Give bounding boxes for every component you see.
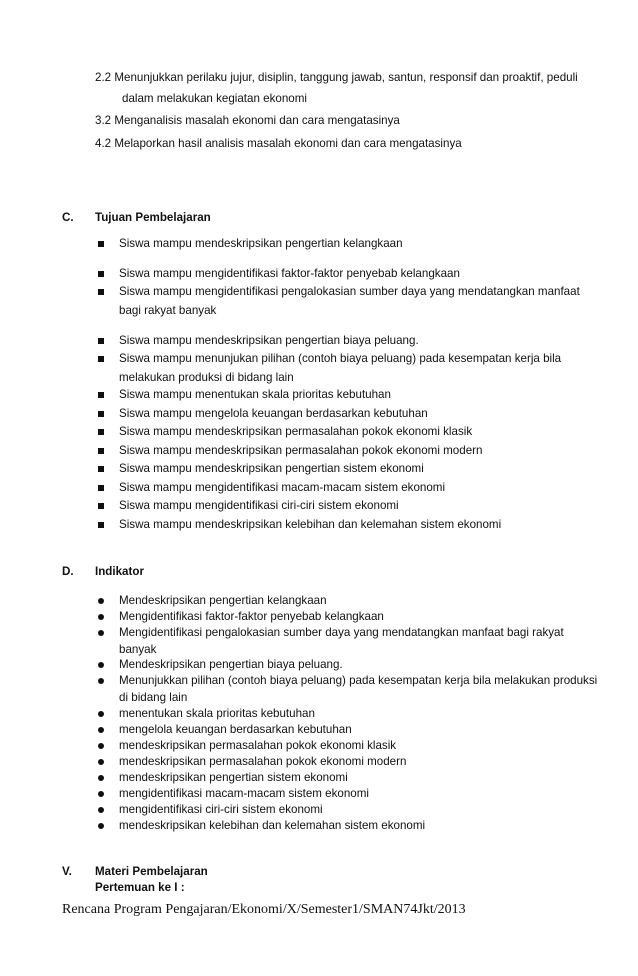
indicator-item: mendeskripsikan kelebihan dan kelemahan sistem ekonomi	[119, 819, 426, 832]
section-d-title: Indikator	[95, 565, 144, 578]
objective-item: Siswa mampu mendeskripsikan permasalahan pokok ekonomi klasik	[119, 425, 473, 438]
competency-3-2: 3.2 Menganalisis masalah ekonomi dan cara mengatasinya	[95, 114, 400, 127]
round-bullet-icon	[98, 791, 104, 797]
round-bullet-icon	[98, 743, 104, 749]
square-bullet-icon	[98, 271, 104, 277]
objective-item: Siswa mampu mendeskripsikan permasalahan pokok ekonomi modern	[119, 444, 483, 457]
round-bullet-icon	[98, 775, 104, 781]
section-v-title: Materi Pembelajaran	[95, 865, 208, 878]
square-bullet-icon	[98, 466, 104, 472]
indicator-item: Mengidentifikasi pengalokasian sumber daya yang mendatangkan manfaat bagi rakyat	[119, 626, 564, 639]
objective-item: Siswa mampu mengelola keuangan berdasarkan kebutuhan	[119, 407, 428, 420]
square-bullet-icon	[98, 338, 104, 344]
round-bullet-icon	[98, 662, 104, 668]
indicator-item: mendeskripsikan pengertian sistem ekonomi	[119, 771, 348, 784]
square-bullet-icon	[98, 522, 104, 528]
round-bullet-icon	[98, 630, 104, 636]
indicator-item: Mengidentifikasi faktor-faktor penyebab kelangkaan	[119, 610, 384, 623]
square-bullet-icon	[98, 485, 104, 491]
indicator-item: mengidentifikasi macam-macam sistem ekonomi	[119, 787, 369, 800]
section-v-subtitle: Pertemuan ke I :	[95, 881, 185, 894]
section-c-title: Tujuan Pembelajaran	[95, 211, 211, 224]
square-bullet-icon	[98, 392, 104, 398]
objective-item: Siswa mampu mengidentifikasi macam-macam sistem ekonomi	[119, 481, 446, 494]
square-bullet-icon	[98, 241, 104, 247]
objective-item: Siswa mampu mengidentifikasi ciri-ciri sistem ekonomi	[119, 499, 399, 512]
indicator-item: Mendeskripsikan pengertian biaya peluang.	[119, 658, 343, 671]
competency-2-2-continued: dalam melakukan kegiatan ekonomi	[122, 92, 307, 105]
round-bullet-icon	[98, 727, 104, 733]
indicator-item: Mendeskripsikan pengertian kelangkaan	[119, 594, 327, 607]
indicator-item: mengidentifikasi ciri-ciri sistem ekonomi	[119, 803, 323, 816]
square-bullet-icon	[98, 289, 104, 295]
square-bullet-icon	[98, 448, 104, 454]
round-bullet-icon	[98, 823, 104, 829]
square-bullet-icon	[98, 503, 104, 509]
indicator-item: mendeskripsikan permasalahan pokok ekonomi klasik	[119, 739, 397, 752]
objective-item: Siswa mampu mendeskripsikan pengertian kelangkaan	[119, 237, 403, 250]
round-bullet-icon	[98, 759, 104, 765]
square-bullet-icon	[98, 429, 104, 435]
section-d-letter: D.	[62, 565, 74, 578]
objective-item: Siswa mampu menunjukan pilihan (contoh biaya peluang) pada kesempatan kerja bila	[119, 352, 562, 365]
objective-item-continued: melakukan produksi di bidang lain	[119, 371, 294, 384]
round-bullet-icon	[98, 598, 104, 604]
objective-item: Siswa mampu mendeskripsikan kelebihan dan kelemahan sistem ekonomi	[119, 518, 502, 531]
indicator-item-continued: di bidang lain	[119, 691, 188, 704]
round-bullet-icon	[98, 711, 104, 717]
round-bullet-icon	[98, 807, 104, 813]
indicator-item: menentukan skala prioritas kebutuhan	[119, 707, 315, 720]
indicator-item: Menunjukkan pilihan (contoh biaya peluang) pada kesempatan kerja bila melakukan produksi	[119, 674, 598, 687]
objective-item: Siswa mampu mendeskripsikan pengertian sistem ekonomi	[119, 462, 424, 475]
indicator-item: mengelola keuangan berdasarkan kebutuhan	[119, 723, 352, 736]
objective-item-continued: bagi rakyat banyak	[119, 304, 217, 317]
indicator-item-continued: banyak	[119, 643, 157, 656]
square-bullet-icon	[98, 411, 104, 417]
competency-2-2: 2.2 Menunjukkan perilaku jujur, disiplin, tanggung jawab, santun, responsif dan proaktif, peduli	[95, 71, 578, 84]
round-bullet-icon	[98, 678, 104, 684]
objective-item: Siswa mampu mengidentifikasi faktor-faktor penyebab kelangkaan	[119, 267, 460, 280]
objective-item: Siswa mampu mendeskripsikan pengertian biaya peluang.	[119, 334, 419, 347]
competency-4-2: 4.2 Melaporkan hasil analisis masalah ekonomi dan cara mengatasinya	[95, 137, 462, 150]
square-bullet-icon	[98, 356, 104, 362]
objective-item: Siswa mampu mengidentifikasi pengalokasian sumber daya yang mendatangkan manfaat	[119, 285, 580, 298]
page-footer: Rencana Program Pengajaran/Ekonomi/X/Semester1/SMAN74Jkt/2013	[62, 902, 466, 917]
section-v-letter: V.	[62, 865, 72, 878]
indicator-item: mendeskripsikan permasalahan pokok ekonomi modern	[119, 755, 407, 768]
round-bullet-icon	[98, 614, 104, 620]
section-c-letter: C.	[62, 211, 74, 224]
objective-item: Siswa mampu menentukan skala prioritas kebutuhan	[119, 388, 391, 401]
